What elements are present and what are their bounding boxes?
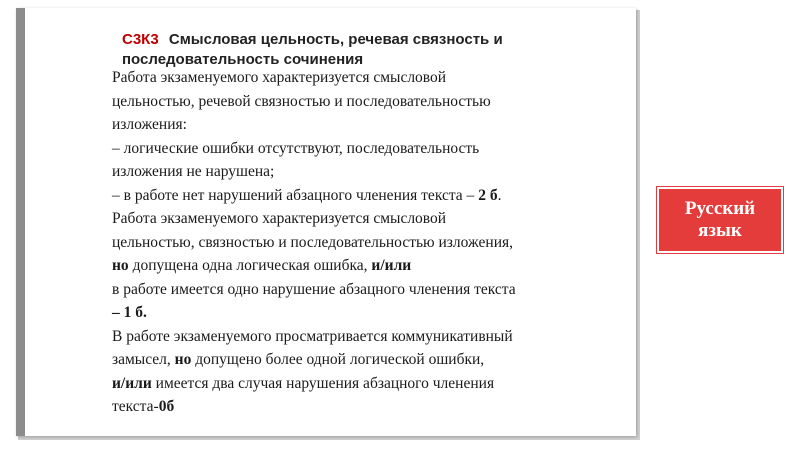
criterion-code: С3К3 [122,31,159,48]
criterion-title [122,30,622,70]
text-fragment: допущена одна логическая ошибка, [128,257,372,274]
text-fragment: замысел, [112,351,175,368]
text-line: цельностью, связностью и последовательностью изложения, [112,233,513,251]
score-1: – 1 б. [112,304,147,321]
criteria-paragraph-1-point [112,207,644,325]
subject-badge-line2: язык [698,220,742,241]
criterion-title-text: Смысловая цельность, речевая связность и последовательность сочинения [122,31,503,68]
text-line: – логические ошибки отсутствуют, последовательность [112,139,480,157]
criteria-text [112,66,644,419]
slide-left-bar [16,8,25,436]
text-line: В работе экзаменуемого просматривается коммуникативный [112,327,513,345]
emphasis-but: но [112,257,129,274]
text-line: цельностью, речевой связностью и последовательностью [112,92,491,110]
score-0: 0б [158,398,175,415]
text-fragment: текста- [112,398,159,415]
text-line: – в работе нет нарушений абзацного членения текста – [112,186,479,204]
text-fragment: допущено более одной логической ошибки, [191,351,485,368]
text-line: изложения: [112,116,187,133]
text-fragment: . [497,186,502,204]
text-line: изложения не нарушена; [112,163,275,180]
text-fragment: имеется два случая нарушения абзацного членения [151,374,495,392]
criteria-paragraph-2-points [112,66,644,207]
text-line: Работа экзаменуемого характеризуется смысловой [112,69,447,86]
emphasis-and-or: и/или [371,257,412,274]
emphasis-and-or: и/или [112,374,152,392]
subject-badge-line1: Русский [684,198,756,219]
score-2: 2 б [478,186,498,204]
text-line: Работа экзаменуемого характеризуется смысловой [112,210,447,227]
text-line: в работе имеется одно нарушение абзацного членения текста [112,280,516,298]
criteria-paragraph-0-points [112,325,644,419]
emphasis-but: но [174,351,192,368]
subject-badge [657,187,783,253]
